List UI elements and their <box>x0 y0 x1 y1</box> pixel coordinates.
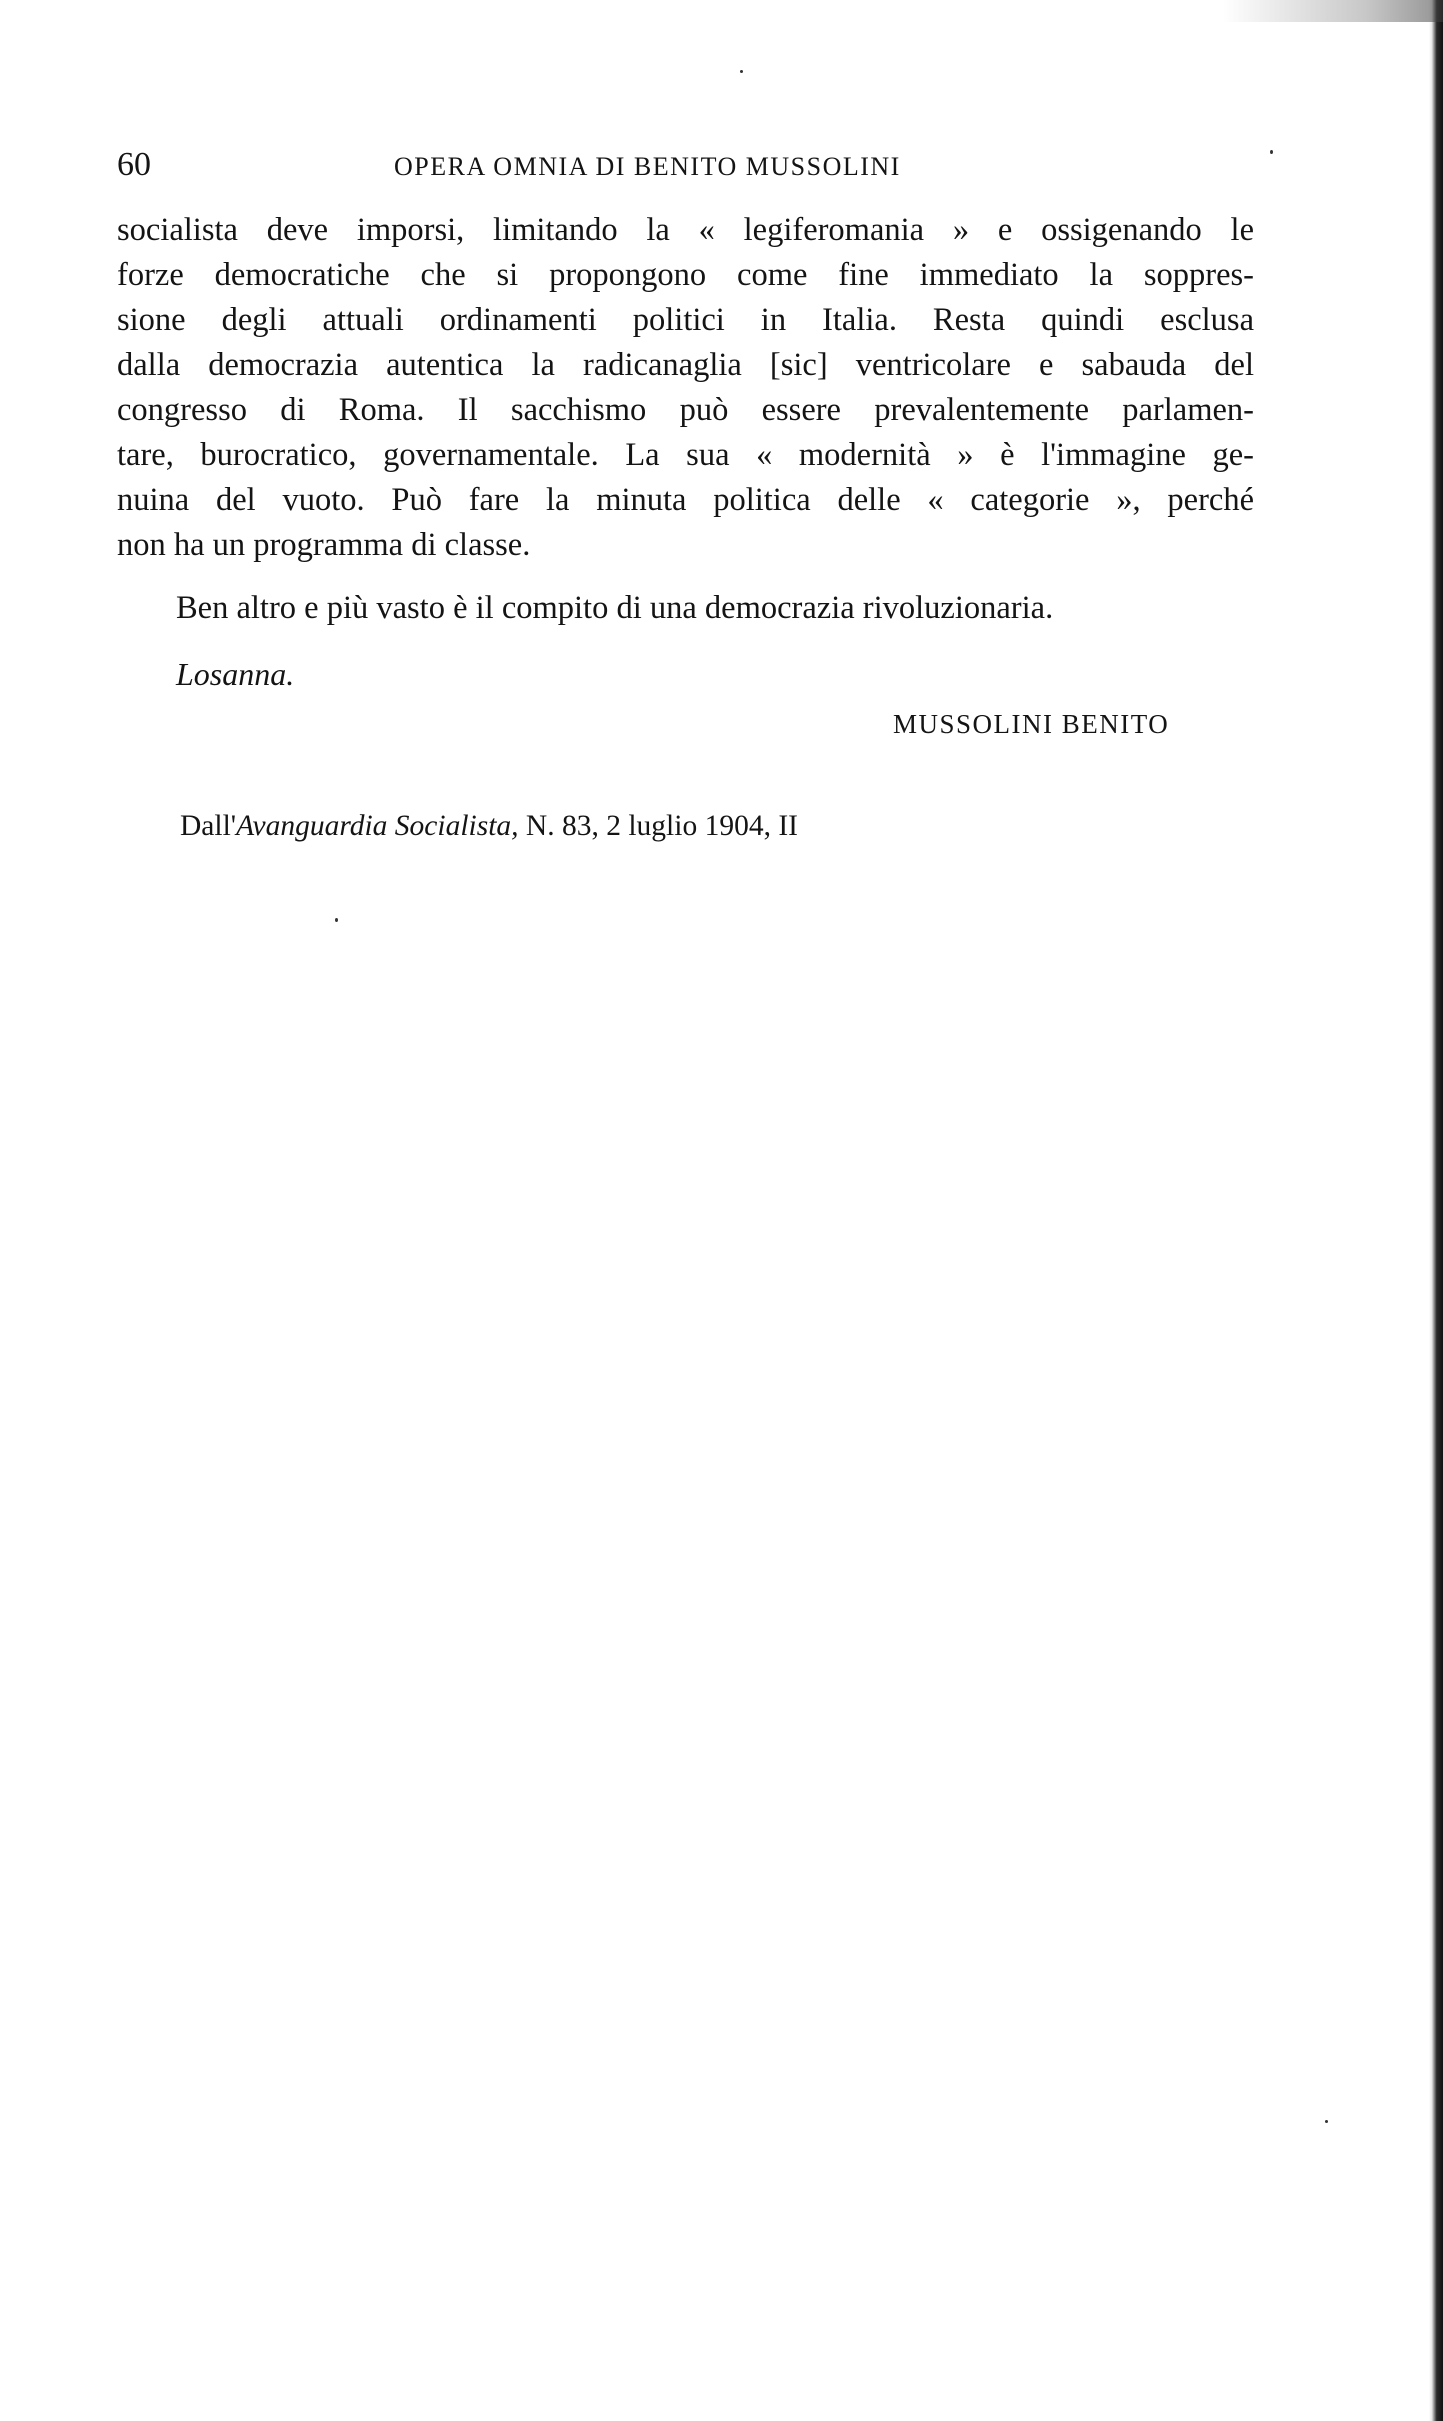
text-line: non ha un programma di classe. <box>117 527 531 563</box>
source-details: N. 83, 2 luglio 1904, II <box>518 810 798 842</box>
page-number: 60 <box>117 146 151 183</box>
scan-top-smudge <box>1223 0 1443 22</box>
author-signature: MUSSOLINI BENITO <box>893 709 1170 739</box>
text-line: nuina del vuoto. Può fare la minuta politica delle « categorie », perché <box>117 482 1254 518</box>
place-of-writing: Losanna. <box>176 656 295 692</box>
text-line: sione degli attuali ordinamenti politici in Italia. Resta quindi esclusa <box>117 302 1254 338</box>
scan-speck <box>740 70 743 73</box>
publication-title: Avanguardia Socialista, <box>236 810 519 842</box>
text-line: dalla democrazia autentica la radicanaglia [sic] ventricolare e sabauda del <box>117 347 1254 383</box>
scan-speck <box>335 918 338 922</box>
source-prefix: Dall' <box>180 810 237 842</box>
scan-speck <box>1270 150 1273 154</box>
page-header <box>117 143 1247 187</box>
text-line: forze democratiche che si propongono come fine immediato la soppres- <box>117 257 1254 293</box>
scan-speck <box>1325 2120 1328 2123</box>
text-line: tare, burocratico, governamentale. La sua « modernità » è l'immagine ge- <box>117 437 1254 473</box>
running-head: OPERA OMNIA DI BENITO MUSSOLINI <box>394 152 901 181</box>
scan-edge-shadow <box>1429 0 1443 2421</box>
source-citation <box>180 804 798 848</box>
text-line: socialista deve imporsi, limitando la « legiferomania » e ossigenando le <box>117 212 1254 248</box>
text-line: congresso di Roma. Il sacchismo può essere prevalentemente parlamen- <box>117 392 1254 428</box>
closing-paragraph: Ben altro e più vasto è il compito di una democrazia rivoluzionaria. <box>176 590 1054 626</box>
body-paragraph <box>117 208 1254 568</box>
